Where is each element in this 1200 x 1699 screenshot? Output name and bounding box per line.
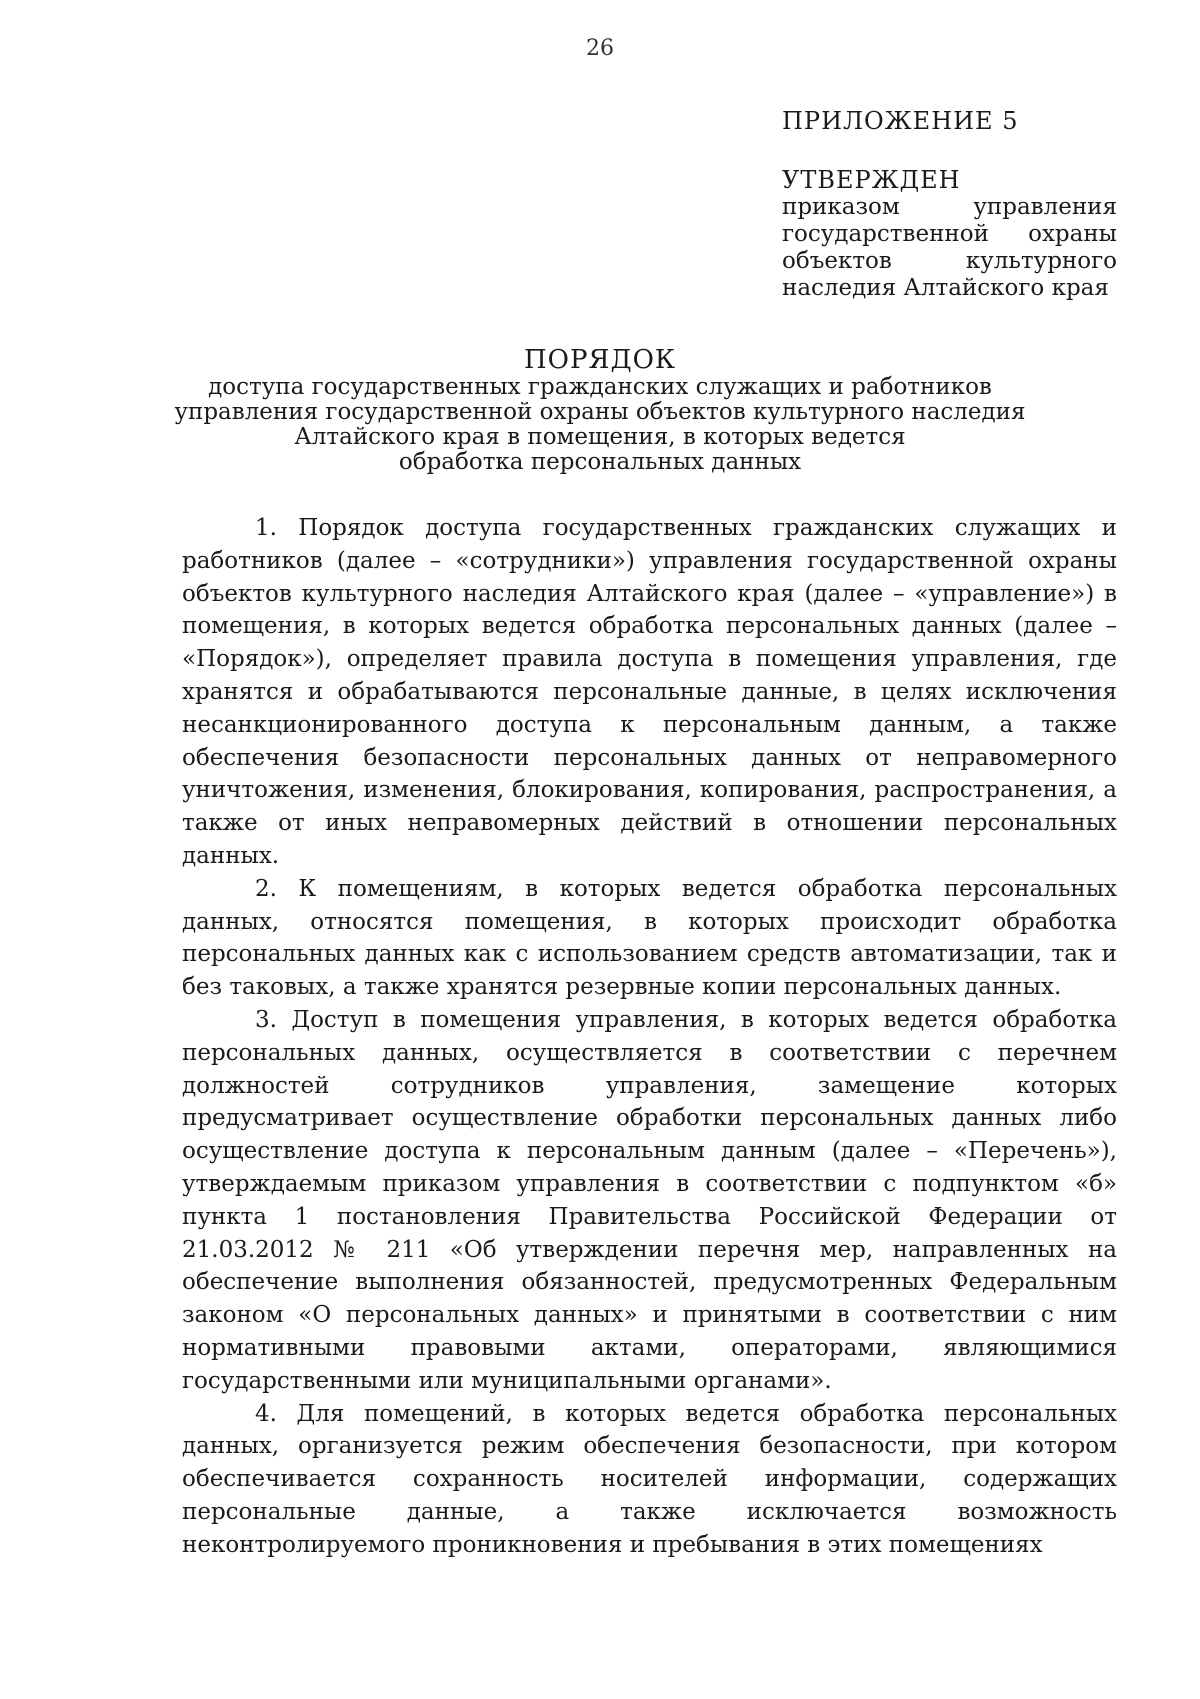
paragraph-1: 1. Порядок доступа государственных гражданских служащих и работников (далее – «сотрудники») управления государственной охраны объектов культурного наследия Алтайского края (далее – «управление») в помещения, в которых ведется обработка персональных данных (далее – «Порядок»), определяет правила доступа в помещения управления, где хранятся и обрабатываются персональные данные, в целях исключения несанкционированного доступа к персональным данным, а также обеспечения безопасности персональных данных от неправомерного уничтожения, изменения, блокирования, копирования, распространения, а также от иных неправомерных действий в отношении персональных данных. — [182, 515, 1117, 869]
approved-label: УТВЕРЖДЕН — [782, 166, 961, 194]
approval-block — [782, 108, 1117, 302]
paragraph-4: 4. Для помещений, в которых ведется обработка персональных данных, организуется режим обеспечения безопасности, при котором обеспечивается сохранность носителей информации, содержащих персональные данные, а также исключается возможность неконтролируемого проникновения и пребывания в этих помещениях — [182, 1400, 1117, 1558]
document-body — [182, 512, 1117, 1562]
paragraph-3: 3. Доступ в помещения управления, в которых ведется обработка персональных данных, осуществляется в соответствии с перечнем должностей сотрудников управления, замещение которых предусматривает осуществление обработки персональных данных либо осуществление доступа к персональным данным (далее – «Перечень»), утверждаемым приказом управления в соответствии с подпунктом «б» пункта 1 постановления Правительства Российской Федерации от 21.03.2012 № 211 «Об утверждении перечня мер, направленных на обеспечение выполнения обязанностей, предусмотренных Федеральным законом «О персональных данных» и принятыми в соответствии с ним нормативными правовыми актами, операторами, являющимися государственными или муниципальными органами». — [182, 1006, 1117, 1394]
title-line: управления государственной охраны объектов культурного наследия — [174, 399, 1026, 425]
title-heading: ПОРЯДОК — [523, 345, 677, 375]
title-line: Алтайского края в помещения, в которых ведется — [294, 424, 906, 450]
title-line: доступа государственных гражданских служащих и работников — [208, 374, 992, 400]
title-line: обработка персональных данных — [398, 449, 802, 475]
page-number: 26 — [586, 36, 614, 61]
appendix-label: ПРИЛОЖЕНИЕ 5 — [782, 107, 1019, 135]
paragraph-2: 2. К помещениям, в которых ведется обработка персональных данных, относятся помещения, в которых происходит обработка персональных данных как с использованием средств автоматизации, так и без таковых, а также хранятся резервные копии персональных данных. — [182, 875, 1117, 1001]
approval-text: приказом управления государственной охраны объектов культурного наследия Алтайского края — [782, 194, 1117, 301]
document-title — [0, 345, 1200, 475]
